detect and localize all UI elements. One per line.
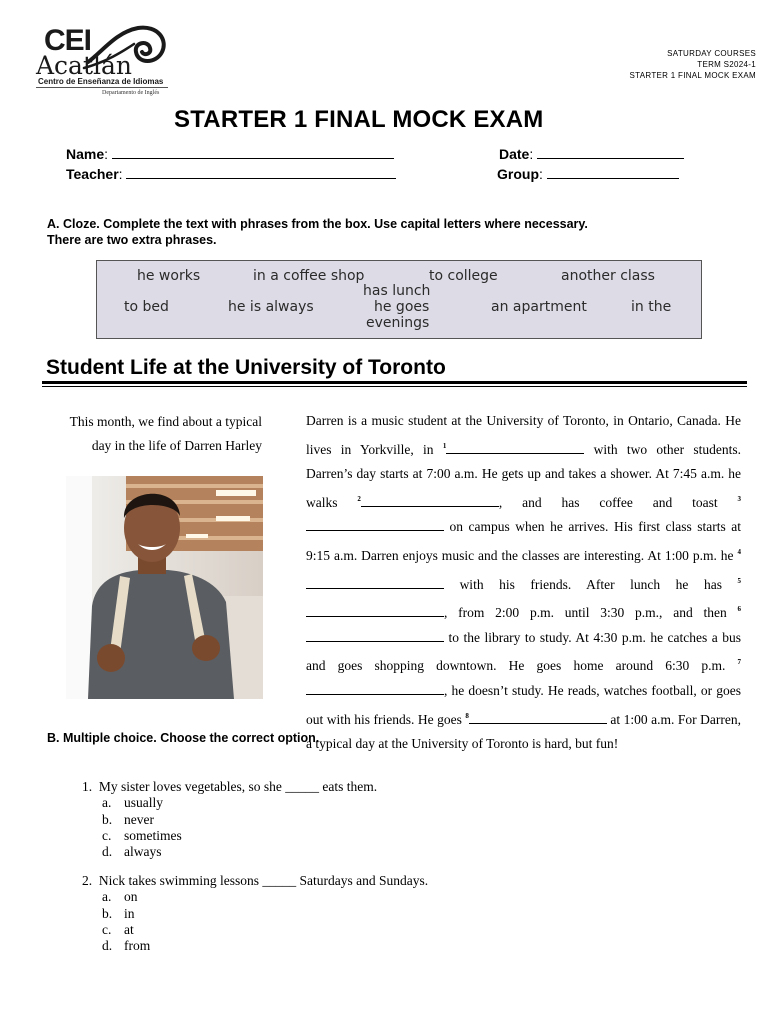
option-text: usually [124, 795, 163, 810]
option-letter: c. [102, 828, 112, 843]
article-text-2: with two other students. Darren’s day starts at 7:00 a.m. He gets up and takes a shower. At 7:45 a.m. he walks [306, 441, 741, 510]
option-letter: a. [102, 889, 112, 904]
date-label: Date [499, 146, 530, 162]
question-number: 2. [82, 873, 93, 888]
phrase-item: evenings [366, 315, 430, 331]
page-title: STARTER 1 FINAL MOCK EXAM [174, 106, 544, 133]
article-text-8: , he doesn’t study. He reads, watches football, or goes out with his friends. He goes [306, 682, 741, 727]
name-label: Name [66, 146, 105, 162]
phrase-item: he works [137, 268, 201, 284]
logo-subtitle: Centro de Enseñanza de Idiomas [38, 77, 164, 86]
blank-number: 8 [465, 711, 469, 720]
blank-3[interactable] [306, 519, 444, 531]
option-text: at [124, 922, 134, 937]
phrase-item: to bed [124, 299, 169, 315]
phrase-item: in a coffee shop [253, 268, 365, 284]
logo-acatlan-text: Acatlán [36, 51, 133, 80]
question-1 [82, 779, 482, 861]
section-b-instructions: B. Multiple choice. Choose the correct option. [47, 731, 320, 745]
blank-5[interactable] [306, 605, 444, 617]
blank-2[interactable] [361, 495, 499, 507]
option-text: on [124, 889, 138, 904]
article-text-7: to the library to study. At 4:30 p.m. he catches a bus and goes shopping downtown. He goes home around 6:30 p.m. [306, 629, 741, 674]
blank-number: 4 [737, 547, 741, 556]
blank-8[interactable] [469, 712, 607, 724]
article-text-3: , and has coffee and toast [498, 494, 718, 510]
blank-number: 5 [737, 576, 742, 585]
heading-rule-thick [42, 381, 747, 384]
cei-acatlan-logo [34, 22, 174, 100]
phrase-item: he goes [374, 299, 430, 315]
blank-number: 2 [357, 494, 361, 503]
question-text: My sister loves vegetables, so she _____ eats them. [98, 779, 378, 794]
option-letter: b. [102, 812, 113, 827]
blank-number: 1 [442, 441, 447, 450]
blank-7[interactable] [306, 683, 444, 695]
name-line[interactable] [112, 147, 394, 159]
option-text: from [124, 938, 151, 953]
option-letter: d. [102, 938, 113, 953]
phrase-box [96, 260, 702, 339]
option-text: never [124, 812, 154, 827]
logo-divider [36, 87, 168, 88]
blank-6[interactable] [306, 630, 444, 642]
blank-4[interactable] [306, 577, 444, 589]
phrase-item: has lunch [363, 283, 431, 299]
question-text: Nick takes swimming lessons _____ Saturdays and Sundays. [98, 873, 429, 888]
article-text-9: at 1:00 a.m. For Darren, a typical day at the University of Toronto is hard, but fun! [306, 711, 742, 752]
course-info [630, 48, 756, 81]
article-text-5: with his friends. After lunch he has [459, 576, 722, 592]
logo-cei-text: CEI [44, 24, 92, 57]
blank-number: 3 [737, 494, 742, 503]
article-heading: Student Life at the University of Toronto [46, 356, 446, 379]
teacher-label: Teacher [66, 166, 119, 182]
group-line[interactable] [547, 167, 679, 179]
course-info-line2: TERM S2024-1 [697, 60, 756, 69]
phrase-item: he is always [228, 299, 314, 315]
article-text-6: , from 2:00 p.m. until 3:30 p.m., and then [444, 605, 727, 621]
question-2 [82, 873, 502, 955]
option-letter: a. [102, 795, 112, 810]
logo-department: Departamento de Inglés [102, 90, 160, 96]
article-text-1: Darren is a music student at the University of Toronto, in Ontario, Canada. He lives in Yorkville, in [306, 413, 741, 457]
option-letter: d. [102, 844, 113, 859]
name-field[interactable]: Name: [66, 146, 394, 162]
date-field[interactable]: Date: [499, 146, 684, 162]
student-photo [66, 476, 263, 699]
section-a-line1: A. Cloze. Complete the text with phrases from the box. Use capital letters where necessary. [47, 217, 588, 231]
phrase-item: another class [561, 268, 655, 284]
option-letter: c. [102, 922, 112, 937]
option-text: sometimes [124, 828, 182, 843]
article-intro: This month, we find about a typical day in the life of Darren Harley [69, 414, 262, 453]
course-info-line1: SATURDAY COURSES [667, 49, 756, 58]
option-text: in [124, 906, 135, 921]
option-text: always [124, 844, 162, 859]
phrase-item: to college [429, 268, 498, 284]
question-stem [82, 873, 428, 889]
group-label: Group [497, 166, 539, 182]
option-letter: b. [102, 906, 113, 921]
blank-1[interactable] [446, 442, 584, 454]
phrase-item: an apartment [491, 299, 587, 315]
phrase-item: in the [631, 299, 672, 315]
article-body [306, 409, 741, 757]
heading-rule-thin [42, 386, 747, 387]
teacher-line[interactable] [126, 167, 396, 179]
blank-number: 7 [737, 658, 741, 667]
section-a-instructions [47, 216, 727, 248]
group-field[interactable]: Group: [497, 166, 679, 182]
blank-number: 6 [737, 605, 741, 614]
question-stem [82, 779, 377, 795]
article-text-4: on campus when he arrives. His first class starts at 9:15 a.m. Darren enjoys music and the classes are interesting. At 1:00 p.m. he [306, 519, 742, 563]
course-info-line3: STARTER 1 FINAL MOCK EXAM [629, 71, 756, 80]
question-number: 1. [82, 779, 93, 794]
teacher-field[interactable]: Teacher: [66, 166, 396, 182]
date-line[interactable] [537, 147, 684, 159]
section-a-line2: There are two extra phrases. [47, 233, 217, 247]
